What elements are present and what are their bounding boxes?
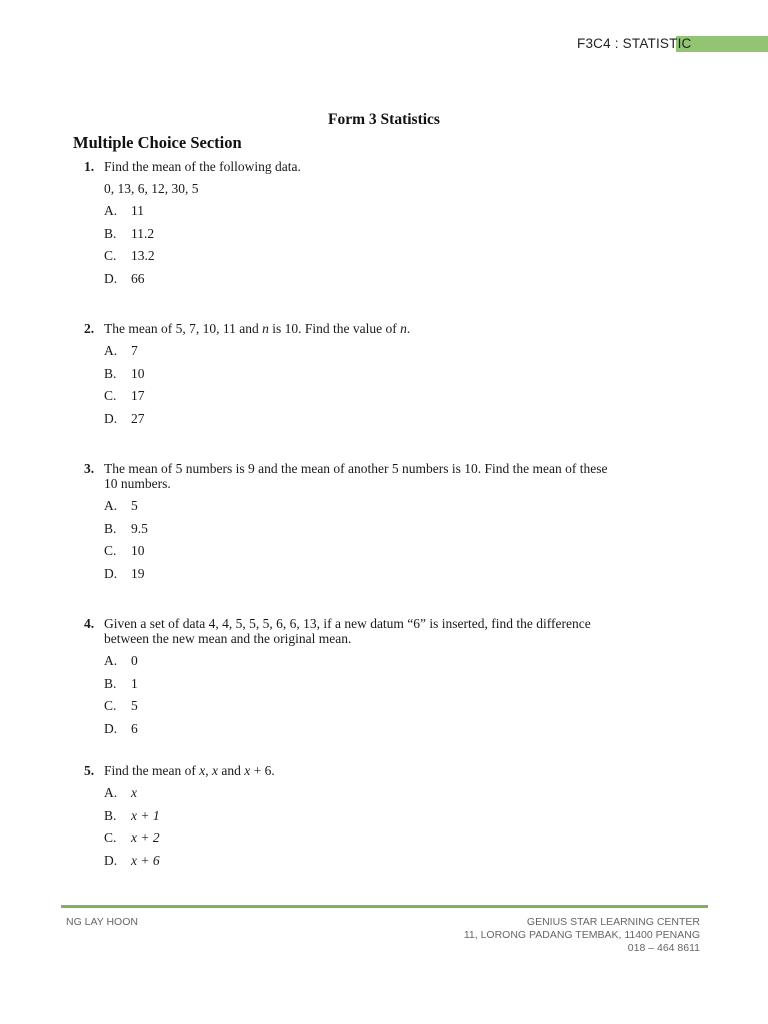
option-value: 7 <box>131 343 138 358</box>
question-5 <box>84 763 704 875</box>
question-text-line: Given a set of data 4, 4, 5, 5, 5, 6, 6, 13, if a new datum “6” is inserted, find the difference <box>104 616 591 631</box>
question-text <box>104 321 704 336</box>
option-b[interactable] <box>104 366 704 389</box>
document-title: Form 3 Statistics <box>328 111 440 128</box>
question-number: 3. <box>84 461 95 476</box>
question-text-part: + 6. <box>250 763 275 778</box>
option-letter: A. <box>104 343 118 358</box>
question-text-part: is 10. Find the value of <box>268 321 401 336</box>
question-text: Find the mean of the following data. <box>104 159 301 174</box>
option-value: x + 6 <box>131 852 160 868</box>
option-letter: B. <box>104 365 117 381</box>
option-letter: A. <box>104 653 118 668</box>
variable: n <box>400 321 407 336</box>
option-value: 19 <box>131 565 145 581</box>
footer-divider <box>61 905 708 908</box>
option-value: 10 <box>131 365 145 381</box>
option-value: 5 <box>131 498 138 513</box>
option-value: x <box>131 785 137 800</box>
option-letter: D. <box>104 565 118 581</box>
footer-organization <box>464 916 700 955</box>
option-value: 11.2 <box>131 225 155 241</box>
option-a[interactable] <box>104 653 704 676</box>
question-data: 0, 13, 6, 12, 30, 5 <box>104 181 199 196</box>
option-letter: C. <box>104 248 117 263</box>
option-value: 9.5 <box>131 520 148 536</box>
option-list <box>104 653 704 743</box>
option-value: 13.2 <box>131 248 155 263</box>
footer-address: 11, LORONG PADANG TEMBAK, 11400 PENANG <box>463 929 700 941</box>
option-a[interactable] <box>104 498 704 521</box>
option-value: 10 <box>131 543 145 558</box>
option-letter: B. <box>104 225 117 241</box>
footer-org-name: GENIUS STAR LEARNING CENTER <box>526 916 700 928</box>
option-a[interactable] <box>104 343 704 366</box>
header-label: F3C4 : STATISTIC <box>577 36 692 51</box>
option-b[interactable] <box>104 808 704 831</box>
option-b[interactable] <box>104 521 704 544</box>
option-letter: D. <box>104 852 118 868</box>
option-letter: A. <box>104 498 118 513</box>
option-b[interactable] <box>104 226 704 249</box>
option-letter: B. <box>104 807 117 823</box>
option-value: 11 <box>131 203 144 218</box>
question-text-part: , <box>205 763 212 778</box>
option-c[interactable] <box>104 543 704 566</box>
option-list <box>104 343 704 433</box>
option-d[interactable] <box>104 721 704 744</box>
option-value: 1 <box>131 675 138 691</box>
option-value: 17 <box>131 388 145 403</box>
option-d[interactable] <box>104 271 704 294</box>
option-a[interactable] <box>104 203 704 226</box>
option-d[interactable] <box>104 411 704 434</box>
option-a[interactable] <box>104 785 704 808</box>
question-text-line: between the new mean and the original mean. <box>104 631 352 646</box>
variable: x <box>211 763 218 778</box>
question-2 <box>84 321 704 433</box>
question-number: 4. <box>84 616 95 631</box>
option-b[interactable] <box>104 676 704 699</box>
option-letter: B. <box>104 520 117 536</box>
option-value: 5 <box>131 698 138 713</box>
question-number: 2. <box>84 321 95 336</box>
option-letter: C. <box>104 698 117 713</box>
question-text-line: 10 numbers. <box>104 476 171 491</box>
option-value: x + 1 <box>131 807 160 823</box>
variable: n <box>262 321 269 336</box>
question-3 <box>84 461 704 588</box>
variable: x <box>244 763 251 778</box>
footer-author: NG LAY HOON <box>66 916 138 928</box>
question-1 <box>84 159 704 293</box>
question-text <box>104 763 704 778</box>
question-number: 5. <box>84 763 95 778</box>
question-text-part: . <box>406 321 411 336</box>
option-c[interactable] <box>104 698 704 721</box>
footer-phone: 018 – 464 8611 <box>627 942 700 954</box>
option-letter: D. <box>104 270 118 286</box>
option-value: 6 <box>131 720 138 736</box>
option-letter: A. <box>104 785 118 800</box>
question-text <box>104 461 704 491</box>
option-d[interactable] <box>104 566 704 589</box>
option-value: x + 2 <box>131 830 160 845</box>
option-letter: D. <box>104 720 118 736</box>
section-title: Multiple Choice Section <box>73 133 242 152</box>
option-value: 66 <box>131 270 145 286</box>
option-letter: D. <box>104 410 118 426</box>
option-letter: A. <box>104 203 118 218</box>
question-number: 1. <box>84 159 95 174</box>
option-list <box>104 785 704 875</box>
question-text-part: Find the mean of <box>104 763 200 778</box>
variable: x <box>199 763 206 778</box>
question-text-part: and <box>217 763 245 778</box>
option-letter: C. <box>104 388 117 403</box>
option-letter: C. <box>104 543 117 558</box>
question-text-line: The mean of 5 numbers is 9 and the mean of another 5 numbers is 10. Find the mean of these <box>104 461 608 476</box>
option-d[interactable] <box>104 853 704 876</box>
question-text <box>104 616 704 646</box>
option-letter: B. <box>104 675 117 691</box>
option-list <box>104 498 704 588</box>
option-value: 27 <box>131 410 145 426</box>
question-text-part: The mean of 5, 7, 10, 11 and <box>104 321 263 336</box>
option-list <box>104 203 704 293</box>
option-c[interactable] <box>104 388 704 411</box>
option-c[interactable] <box>104 248 704 271</box>
option-c[interactable] <box>104 830 704 853</box>
option-letter: C. <box>104 830 117 845</box>
question-4 <box>84 616 704 743</box>
option-value: 0 <box>131 653 138 668</box>
